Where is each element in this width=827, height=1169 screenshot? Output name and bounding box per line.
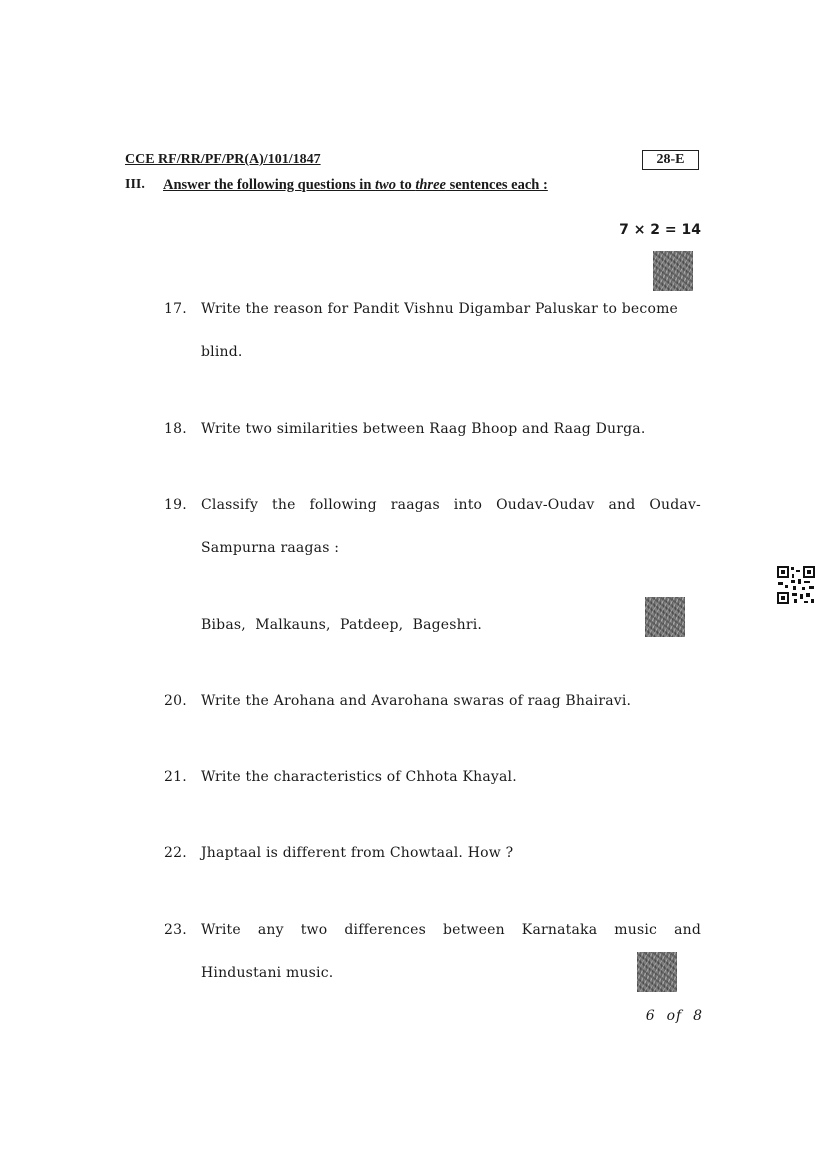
exam-code: CCE RF/RR/PF/PR(A)/101/1847: [125, 152, 321, 167]
page-number: 6 of 8: [645, 1008, 703, 1024]
section-number: III.: [125, 177, 145, 192]
scan-noise-patch: [637, 952, 677, 992]
raaga-list: Bibas, Malkauns, Patdeep, Bageshri.: [201, 617, 483, 633]
question-number: 21.: [164, 769, 187, 785]
question-number: 17.: [164, 301, 187, 317]
question-text-continued: blind.: [201, 344, 243, 360]
question-text: Classify the following raagas into Oudav-Oudav and Oudav-: [201, 497, 701, 513]
qr-code: [776, 565, 816, 605]
question-text-continued: Hindustani music.: [201, 965, 334, 981]
question-number: 22.: [164, 845, 187, 861]
question-number: 20.: [164, 693, 187, 709]
question-text: Write two similarities between Raag Bhoop and Raag Durga.: [201, 421, 646, 437]
question-text: Write the characteristics of Chhota Khayal.: [201, 769, 517, 785]
question-text-continued: Sampurna raagas :: [201, 540, 340, 556]
paper-code-box: 28-E: [642, 150, 699, 170]
scan-noise-patch: [645, 597, 685, 637]
section-marks: 7 × 2 = 14: [619, 222, 701, 238]
question-number: 19.: [164, 497, 187, 513]
scan-noise-patch: [653, 251, 693, 291]
question-number: 18.: [164, 421, 187, 437]
question-text: Write the Arohana and Avarohana swaras of raag Bhairavi.: [201, 693, 632, 709]
question-text: Write any two differences between Karnataka music and: [201, 922, 701, 938]
question-number: 23.: [164, 922, 187, 938]
question-text: Jhaptaal is different from Chowtaal. How ?: [201, 845, 514, 861]
question-text: Write the reason for Pandit Vishnu Digambar Paluskar to become: [201, 301, 679, 317]
section-heading: Answer the following questions in two to three sentences each :: [163, 177, 548, 193]
